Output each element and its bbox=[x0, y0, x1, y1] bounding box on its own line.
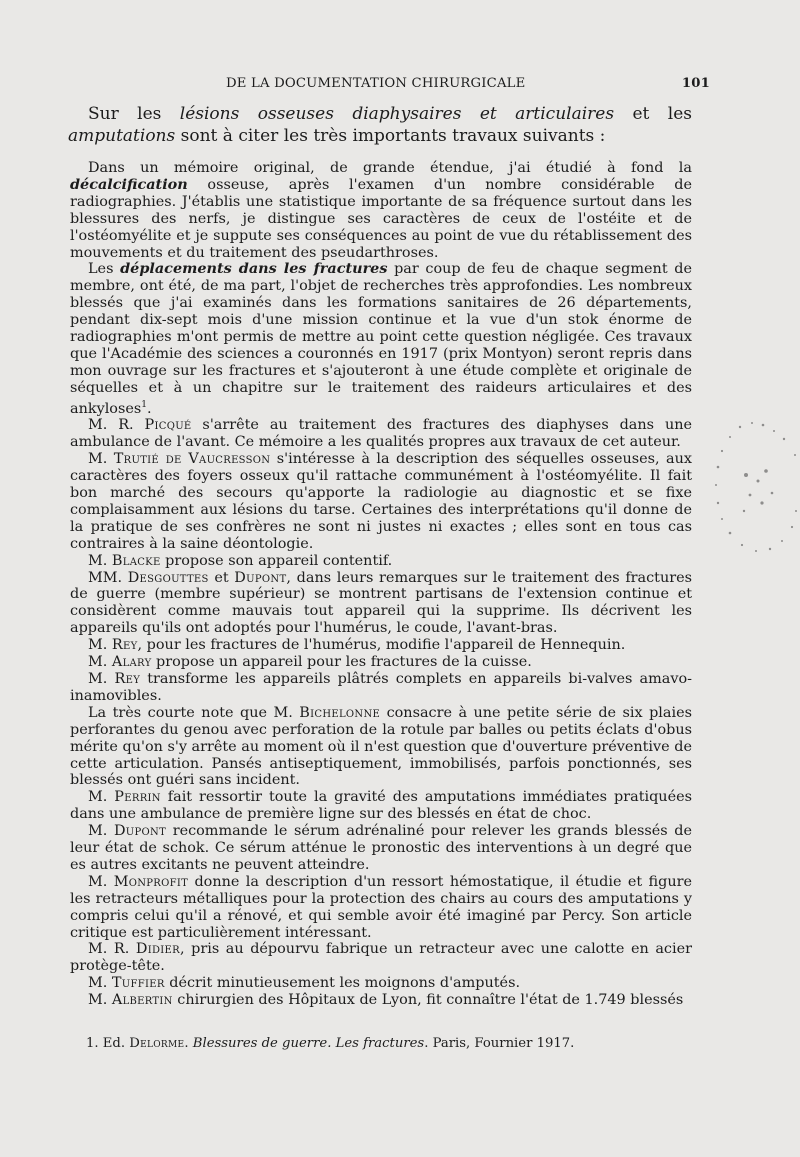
paragraph bbox=[70, 160, 692, 261]
text-run: donne la description d'un ressort hémostatique, il étudie et figure les retracteurs métalliques pour la protection des chairs au cours des amputations y compris celui qu'il a rénové, et qui semble avoir été imaginé par Percy. Son article critique est particulièrement intéressant. bbox=[70, 873, 692, 941]
author-name: Rey bbox=[111, 637, 138, 654]
emphasis: décalcification bbox=[70, 175, 188, 193]
text-run: décrit minutieusement les moignons d'amputés. bbox=[164, 975, 521, 992]
intro-text: et les bbox=[614, 104, 693, 124]
paragraph bbox=[70, 789, 692, 823]
paragraph bbox=[70, 992, 692, 1009]
text-run: consacre à une petite série de six plaies perforantes du genou avec perforation de la rotule par balles ou petits éclats d'obus mérite qu'on s'y arrête au moment où il n'est question que d'ouverture préventive de cette articulation. Pansés antiseptiquement, immobilisés, parfois ponctionnés, ses blessés ont guéri sans incident. bbox=[70, 704, 692, 789]
text-run: . bbox=[147, 400, 152, 417]
text-run: M. bbox=[88, 789, 115, 806]
author-name: Rey bbox=[114, 670, 141, 687]
paragraph bbox=[70, 941, 692, 975]
author-name: Trutié de Vaucresson bbox=[113, 451, 271, 468]
author-name: Desgouttes bbox=[127, 569, 209, 586]
text-run: et bbox=[208, 569, 235, 586]
paragraph bbox=[70, 671, 692, 705]
text-run: , pris au dépourvu fabrique un retracteur avec une calotte en acier protège-tête. bbox=[70, 941, 692, 975]
text-run: , pour les fractures de l'humérus, modifie l'appareil de Hennequin. bbox=[137, 637, 626, 654]
paragraph bbox=[70, 823, 692, 874]
author-name: Albertin bbox=[111, 992, 173, 1009]
text-run: M. bbox=[88, 552, 112, 569]
text-run: Dans un mémoire original, de grande étendue, j'ai étudié à fond la bbox=[88, 160, 692, 176]
text-run: M. bbox=[88, 823, 114, 840]
text-run: , dans leurs remarques sur le traitement des fractures de guerre (membre supérieur) se montrent partisans de l'extension continue et considèrent comme mauvais tout appareil qui la supprime. Ils décrivent les appareils qu'ils ont adoptés pour l'humérus, le coude, l'avant-bras. bbox=[70, 569, 692, 637]
running-title: DE LA DOCUMENTATION CHIRURGICALE bbox=[226, 76, 526, 91]
intro-text: sont à citer les très importants travaux suivants : bbox=[175, 126, 606, 146]
author-name: Didier bbox=[135, 941, 180, 958]
paragraph bbox=[70, 451, 692, 552]
book-title: Blessures de guerre. Les fractures bbox=[192, 1036, 425, 1051]
paragraph bbox=[70, 553, 692, 570]
text-run: M. R. bbox=[88, 417, 145, 434]
text-run: . bbox=[184, 1036, 193, 1051]
paragraph bbox=[70, 975, 692, 992]
text-run: s'intéresse à la description des séquelles osseuses, aux caractères des foyers osseux qu'il rattache communément à l'ostéomyélite. Il fait bon marché des secours qu'apporte la radiologie au diagnostic et se fixe complaisamment aux lésions du tarse. Certaines des interprétations qu'il donne de la pratique de ses confrères ne sont ni justes ni exactes ; elles sont en tous cas contraires à la saine déontologie. bbox=[70, 451, 692, 552]
text-run: La très courte note que M. bbox=[88, 704, 300, 721]
text-run: M. bbox=[88, 992, 112, 1009]
text-run: MM. bbox=[88, 569, 128, 586]
footnote bbox=[86, 1036, 692, 1052]
page-number: 101 bbox=[681, 76, 710, 91]
paragraph bbox=[70, 705, 692, 790]
text-run: s'arrête au traitement des fractures des diaphyses dans une ambulance de l'avant. Ce mémoire a les qualités propres aux travaux de cet auteur. bbox=[70, 417, 692, 451]
intro-text: Sur les bbox=[88, 104, 180, 124]
text-run: M. bbox=[88, 654, 112, 671]
text-run: par coup de feu de chaque segment de membre, ont été, de ma part, l'objet de recherches très approfondies. Les nombreux blessés que j'ai examinés dans les formations sanitaires de 26 départements, pendant dix-sept mois d'une mission continue et la vue d'un stok énorme de radiographies m'ont permis de mettre au point cette question négligée. Ces travaux que l'Académie des sciences a couronnés en 1917 (prix Montyon) seront repris dans mon ouvrage sur les fractures et s'ajouteront à une étude complète et originale de séquelles et à un chapitre sur le traitement des raideurs articulaires et des ankyloses bbox=[70, 261, 692, 417]
paragraph bbox=[70, 874, 692, 942]
author-name: Alary bbox=[111, 654, 152, 671]
paragraph bbox=[70, 654, 692, 671]
text-run: M. bbox=[88, 975, 112, 992]
author-name: Bichelonne bbox=[299, 704, 381, 721]
text-run: propose un appareil pour les fractures de la cuisse. bbox=[151, 654, 532, 671]
author-name: Delorme bbox=[129, 1036, 185, 1051]
emphasis: déplacements dans les fractures bbox=[120, 260, 388, 278]
text-run: osseuse, après l'examen d'un nombre considérable de radiographies. J'établis une statistique importante de sa fréquence surtout dans les blessures des nerfs, je distingue ses caractères de ceux de l'ostéite et de l'ostéomyélite et je suppute ses conséquences au point de vue du rétablissement des mouvements et du traitement des pseudarthroses. bbox=[70, 176, 692, 261]
author-name: Dupont bbox=[234, 569, 287, 586]
author-name: Blacke bbox=[111, 552, 161, 569]
paragraph bbox=[70, 570, 692, 638]
text-run: fait ressortir toute la gravité des amputations immédiates pratiquées dans une ambulance de première ligne sur des blessés en état de choc. bbox=[70, 789, 692, 823]
paragraph bbox=[70, 261, 692, 417]
author-name: Monprofit bbox=[113, 873, 189, 890]
paragraph bbox=[70, 637, 692, 654]
running-header bbox=[226, 76, 710, 91]
text-run: M. bbox=[88, 451, 114, 468]
intro-emphasis: lésions osseuses diaphysaires et articulaires bbox=[179, 104, 615, 124]
text-run: 1. Ed. bbox=[86, 1036, 130, 1051]
text-run: propose son appareil contentif. bbox=[160, 552, 393, 569]
intro-emphasis: amputations bbox=[68, 126, 176, 146]
text-run: recommande le sérum adrénaliné pour relever les grands blessés de leur état de schok. Ce sérum atténue le pronostic des interventions à un degré que es autres excitants ne peuvent atteindre. bbox=[70, 823, 692, 873]
text-run: transforme les appareils plâtrés complets en appareils bi-valves amavo-inamovibles. bbox=[70, 670, 692, 704]
text-run: M. bbox=[88, 873, 114, 890]
intro-sentence bbox=[68, 103, 692, 147]
author-name: Picqué bbox=[144, 417, 192, 434]
text-run: chirurgien des Hôpitaux de Lyon, fit connaître l'état de 1.749 blessés bbox=[172, 992, 684, 1009]
library-stamp bbox=[700, 415, 800, 570]
text-run: M. bbox=[88, 670, 115, 687]
paragraph bbox=[70, 417, 692, 451]
author-name: Dupont bbox=[113, 823, 167, 840]
body-text bbox=[70, 160, 692, 1009]
author-name: Tuffier bbox=[111, 975, 165, 992]
author-name: Perrin bbox=[114, 789, 161, 806]
text-run: M. bbox=[88, 637, 112, 654]
text-run: M. R. bbox=[88, 941, 136, 958]
footnote-ref: 1 bbox=[141, 399, 147, 410]
text-run: Les bbox=[88, 261, 121, 278]
text-run: . Paris, Fournier 1917. bbox=[424, 1036, 575, 1051]
